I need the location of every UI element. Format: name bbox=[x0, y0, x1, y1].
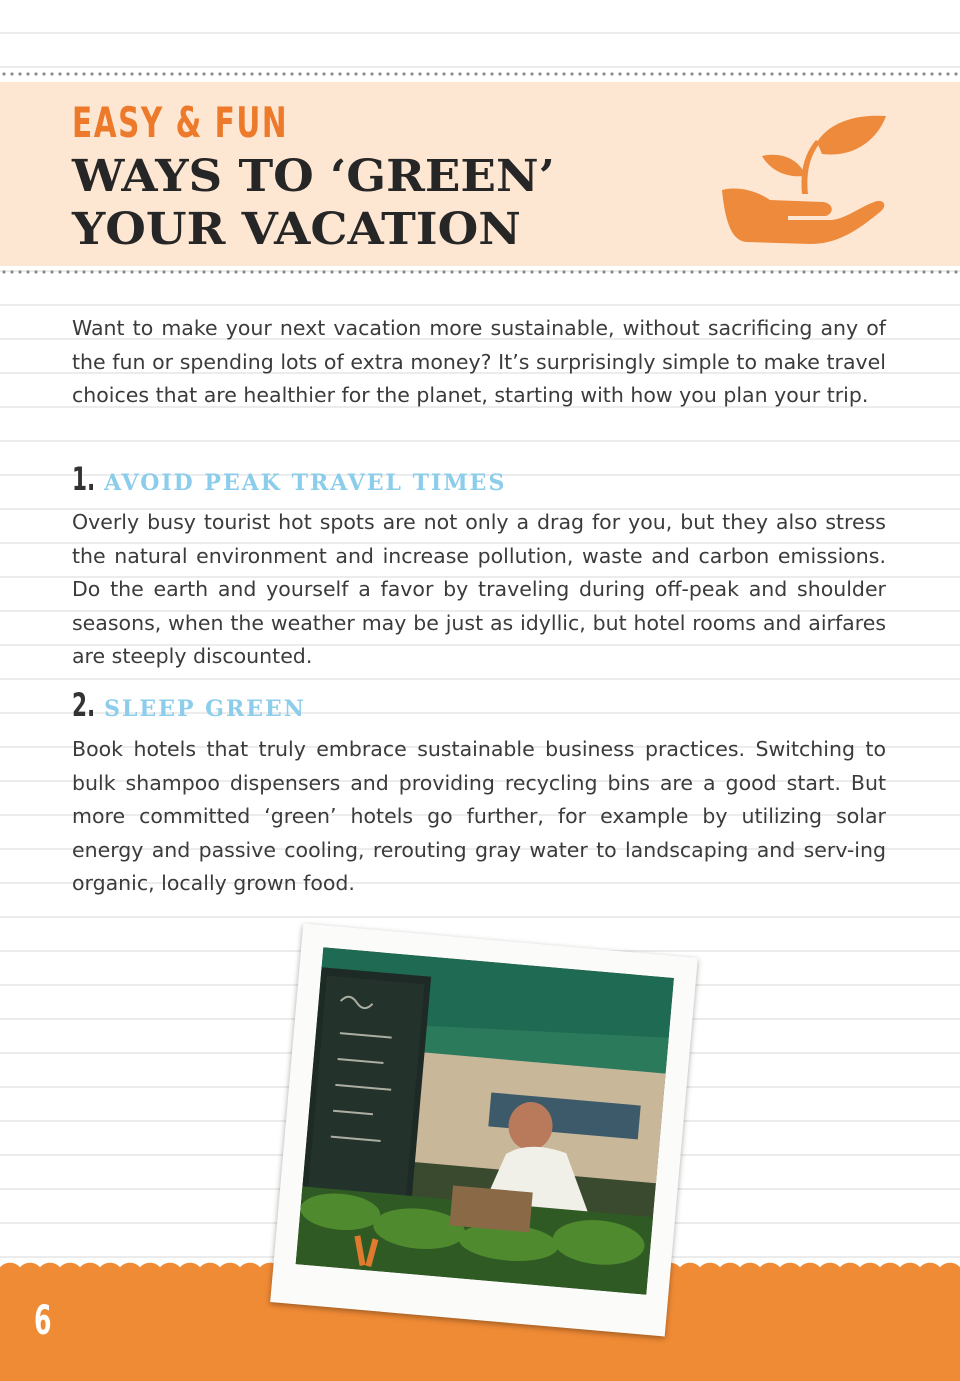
section-1-heading bbox=[72, 460, 506, 498]
section-1-title: AVOID PEAK TRAVEL TIMES bbox=[104, 470, 507, 496]
page-title bbox=[72, 150, 555, 256]
title-line-1: WAYS TO ‘GREEN’ bbox=[72, 151, 555, 202]
section-1-number: 1. bbox=[72, 460, 96, 498]
section-2-heading bbox=[72, 686, 306, 724]
section-1-body: Overly busy tourist hot spots are not only a drag for you, but they also stress the natural environment and increase pollution, waste and carbon emissions. Do the earth and yourself a favor by traveling during off-peak and shoulder seasons, when the weather may be just as idyllic, but hotel rooms and airfares are steeply discounted. bbox=[72, 510, 886, 668]
page-number: 6 bbox=[34, 1298, 52, 1344]
intro-paragraph: Want to make your next vacation more sustainable, without sacrificing any of the fun or spending lots of extra money? It’s surprisingly simple to make travel choices that are healthier for the planet, starting with how you plan your trip. bbox=[72, 316, 886, 407]
kicker-text: EASY & FUN bbox=[72, 98, 289, 147]
dotted-divider-bottom bbox=[0, 270, 960, 274]
title-line-2: YOUR VACATION bbox=[72, 204, 521, 255]
hand-with-sprout-icon bbox=[718, 108, 888, 248]
section-2-body: Book hotels that truly embrace sustainable business practices. Switching to bulk shampoo dispensers and providing recycling bins are a good start. But more committed ‘green’ hotels go further, for example by utilizing solar energy and passive cooling, rerouting gray water to landscaping and serv-ing organic, locally grown food. bbox=[72, 737, 886, 895]
section-2-number: 2. bbox=[72, 686, 96, 724]
section-2-title: SLEEP GREEN bbox=[104, 696, 306, 722]
polaroid-frame bbox=[270, 923, 698, 1336]
dotted-divider-top bbox=[0, 72, 960, 76]
farmers-market-photo bbox=[296, 947, 674, 1294]
